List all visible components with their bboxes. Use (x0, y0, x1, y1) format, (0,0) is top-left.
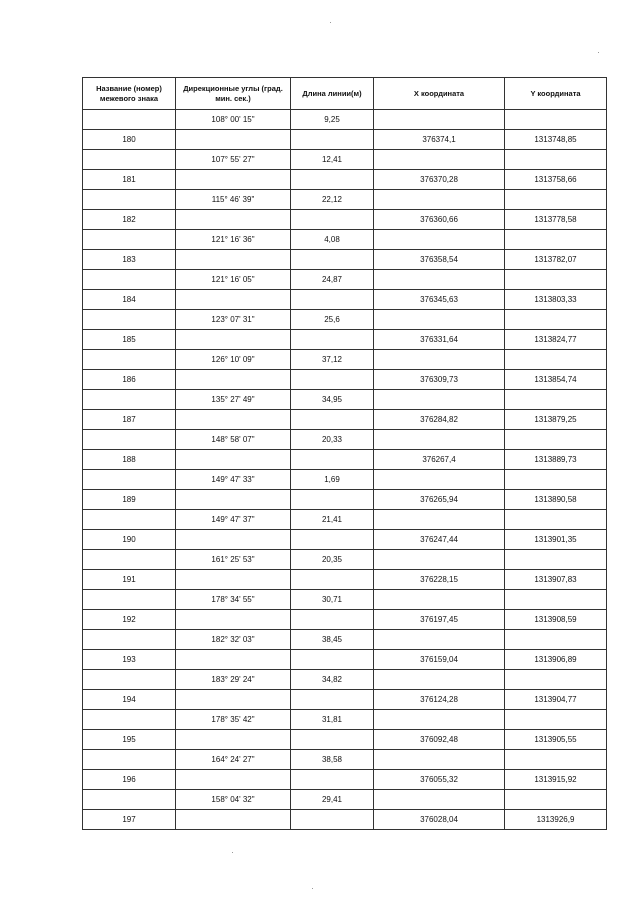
y-coordinate-cell: 1313907,83 (505, 570, 607, 590)
header-y: Y координата (505, 78, 607, 110)
segment-row (83, 150, 607, 170)
empty-cell (176, 210, 291, 230)
y-coordinate-cell: 1313901,35 (505, 530, 607, 550)
point-row (83, 570, 607, 590)
empty-cell (374, 150, 505, 170)
length-cell: 38,58 (291, 750, 374, 770)
empty-cell (505, 310, 607, 330)
x-coordinate-cell: 376267,4 (374, 450, 505, 470)
empty-cell (374, 790, 505, 810)
point-row (83, 690, 607, 710)
x-coordinate-cell: 376197,45 (374, 610, 505, 630)
angle-cell: 123° 07' 31" (176, 310, 291, 330)
segment-row (83, 390, 607, 410)
empty-cell (374, 670, 505, 690)
x-coordinate-cell: 376265,94 (374, 490, 505, 510)
empty-cell (291, 130, 374, 150)
empty-cell (505, 710, 607, 730)
x-coordinate-cell: 376247,44 (374, 530, 505, 550)
y-coordinate-cell: 1313890,58 (505, 490, 607, 510)
empty-cell (176, 330, 291, 350)
angle-cell: 108° 00' 15" (176, 110, 291, 130)
point-name-cell: 184 (83, 290, 176, 310)
y-coordinate-cell: 1313889,73 (505, 450, 607, 470)
length-cell: 20,35 (291, 550, 374, 570)
y-coordinate-cell: 1313854,74 (505, 370, 607, 390)
point-row (83, 450, 607, 470)
table-body (83, 110, 607, 830)
length-cell: 4,08 (291, 230, 374, 250)
x-coordinate-cell: 376092,48 (374, 730, 505, 750)
empty-cell (176, 730, 291, 750)
segment-row (83, 470, 607, 490)
x-coordinate-cell: 376345,63 (374, 290, 505, 310)
empty-cell (83, 350, 176, 370)
y-coordinate-cell: 1313824,77 (505, 330, 607, 350)
y-coordinate-cell: 1313803,33 (505, 290, 607, 310)
angle-cell: 126° 10' 09" (176, 350, 291, 370)
empty-cell (291, 250, 374, 270)
empty-cell (83, 630, 176, 650)
angle-cell: 158° 04' 32" (176, 790, 291, 810)
empty-cell (374, 630, 505, 650)
segment-row (83, 590, 607, 610)
y-coordinate-cell: 1313748,85 (505, 130, 607, 150)
segment-row (83, 750, 607, 770)
segment-row (83, 110, 607, 130)
empty-cell (83, 790, 176, 810)
y-coordinate-cell: 1313915,92 (505, 770, 607, 790)
segment-row (83, 310, 607, 330)
x-coordinate-cell: 376360,66 (374, 210, 505, 230)
point-name-cell: 196 (83, 770, 176, 790)
empty-cell (83, 190, 176, 210)
point-name-cell: 181 (83, 170, 176, 190)
angle-cell: 164° 24' 27" (176, 750, 291, 770)
empty-cell (505, 270, 607, 290)
point-name-cell: 187 (83, 410, 176, 430)
header-name: Название (номер) межевого знака (83, 78, 176, 110)
x-coordinate-cell: 376370,28 (374, 170, 505, 190)
length-cell: 25,6 (291, 310, 374, 330)
y-coordinate-cell: 1313778,58 (505, 210, 607, 230)
empty-cell (291, 170, 374, 190)
x-coordinate-cell: 376028,04 (374, 810, 505, 830)
empty-cell (291, 730, 374, 750)
x-coordinate-cell: 376159,04 (374, 650, 505, 670)
angle-cell: 121° 16' 36" (176, 230, 291, 250)
empty-cell (505, 230, 607, 250)
point-row (83, 490, 607, 510)
angle-cell: 149° 47' 37" (176, 510, 291, 530)
point-name-cell: 186 (83, 370, 176, 390)
point-row (83, 250, 607, 270)
point-row (83, 730, 607, 750)
x-coordinate-cell: 376228,15 (374, 570, 505, 590)
header-angle: Дирекционные углы (град. мин. сек.) (176, 78, 291, 110)
point-name-cell: 195 (83, 730, 176, 750)
length-cell: 24,87 (291, 270, 374, 290)
point-name-cell: 180 (83, 130, 176, 150)
empty-cell (83, 590, 176, 610)
empty-cell (374, 270, 505, 290)
angle-cell: 148° 58' 07" (176, 430, 291, 450)
empty-cell (505, 550, 607, 570)
empty-cell (83, 390, 176, 410)
empty-cell (505, 590, 607, 610)
empty-cell (83, 430, 176, 450)
empty-cell (291, 330, 374, 350)
empty-cell (505, 470, 607, 490)
empty-cell (374, 750, 505, 770)
empty-cell (176, 570, 291, 590)
y-coordinate-cell: 1313926,9 (505, 810, 607, 830)
x-coordinate-cell: 376374,1 (374, 130, 505, 150)
empty-cell (291, 650, 374, 670)
point-name-cell: 192 (83, 610, 176, 630)
empty-cell (291, 210, 374, 230)
empty-cell (291, 410, 374, 430)
empty-cell (291, 530, 374, 550)
length-cell: 34,82 (291, 670, 374, 690)
empty-cell (505, 670, 607, 690)
header-row (83, 78, 607, 110)
empty-cell (374, 710, 505, 730)
empty-cell (291, 690, 374, 710)
empty-cell (291, 610, 374, 630)
angle-cell: 107° 55' 27" (176, 150, 291, 170)
length-cell: 38,45 (291, 630, 374, 650)
angle-cell: 135° 27' 49" (176, 390, 291, 410)
x-coordinate-cell: 376284,82 (374, 410, 505, 430)
empty-cell (176, 810, 291, 830)
header-length: Длина линии(м) (291, 78, 374, 110)
empty-cell (505, 790, 607, 810)
x-coordinate-cell: 376055,32 (374, 770, 505, 790)
empty-cell (176, 250, 291, 270)
empty-cell (505, 390, 607, 410)
point-row (83, 330, 607, 350)
x-coordinate-cell: 376358,54 (374, 250, 505, 270)
point-name-cell: 182 (83, 210, 176, 230)
point-row (83, 610, 607, 630)
empty-cell (83, 750, 176, 770)
angle-cell: 149° 47' 33" (176, 470, 291, 490)
length-cell: 12,41 (291, 150, 374, 170)
empty-cell (374, 590, 505, 610)
boundary-coordinates-table (82, 77, 607, 830)
y-coordinate-cell: 1313905,55 (505, 730, 607, 750)
angle-cell: 178° 35' 42" (176, 710, 291, 730)
empty-cell (83, 670, 176, 690)
empty-cell (83, 270, 176, 290)
segment-row (83, 510, 607, 530)
point-name-cell: 193 (83, 650, 176, 670)
point-row (83, 530, 607, 550)
empty-cell (374, 230, 505, 250)
empty-cell (374, 190, 505, 210)
angle-cell: 178° 34' 55" (176, 590, 291, 610)
point-row (83, 130, 607, 150)
empty-cell (505, 430, 607, 450)
empty-cell (83, 310, 176, 330)
length-cell: 37,12 (291, 350, 374, 370)
empty-cell (374, 550, 505, 570)
point-row (83, 410, 607, 430)
empty-cell (505, 750, 607, 770)
segment-row (83, 350, 607, 370)
point-row (83, 290, 607, 310)
segment-row (83, 430, 607, 450)
scan-speck (598, 52, 599, 53)
empty-cell (176, 410, 291, 430)
length-cell: 30,71 (291, 590, 374, 610)
empty-cell (83, 470, 176, 490)
point-row (83, 810, 607, 830)
header-x: X координата (374, 78, 505, 110)
point-name-cell: 191 (83, 570, 176, 590)
length-cell: 29,41 (291, 790, 374, 810)
segment-row (83, 710, 607, 730)
length-cell: 1,69 (291, 470, 374, 490)
x-coordinate-cell: 376124,28 (374, 690, 505, 710)
length-cell: 34,95 (291, 390, 374, 410)
empty-cell (505, 350, 607, 370)
point-name-cell: 189 (83, 490, 176, 510)
empty-cell (83, 150, 176, 170)
empty-cell (176, 610, 291, 630)
segment-row (83, 630, 607, 650)
empty-cell (176, 650, 291, 670)
point-name-cell: 197 (83, 810, 176, 830)
empty-cell (505, 110, 607, 130)
point-name-cell: 188 (83, 450, 176, 470)
empty-cell (176, 170, 291, 190)
x-coordinate-cell: 376331,64 (374, 330, 505, 350)
empty-cell (176, 290, 291, 310)
length-cell: 31,81 (291, 710, 374, 730)
x-coordinate-cell: 376309,73 (374, 370, 505, 390)
point-name-cell: 185 (83, 330, 176, 350)
empty-cell (176, 770, 291, 790)
point-name-cell: 190 (83, 530, 176, 550)
empty-cell (83, 550, 176, 570)
empty-cell (291, 450, 374, 470)
segment-row (83, 670, 607, 690)
empty-cell (176, 530, 291, 550)
empty-cell (83, 230, 176, 250)
empty-cell (291, 570, 374, 590)
y-coordinate-cell: 1313758,66 (505, 170, 607, 190)
length-cell: 9,25 (291, 110, 374, 130)
empty-cell (176, 130, 291, 150)
angle-cell: 161° 25' 53" (176, 550, 291, 570)
empty-cell (374, 390, 505, 410)
y-coordinate-cell: 1313904,77 (505, 690, 607, 710)
empty-cell (176, 490, 291, 510)
point-name-cell: 194 (83, 690, 176, 710)
empty-cell (505, 510, 607, 530)
point-row (83, 370, 607, 390)
y-coordinate-cell: 1313879,25 (505, 410, 607, 430)
angle-cell: 121° 16' 05" (176, 270, 291, 290)
angle-cell: 115° 46' 39" (176, 190, 291, 210)
y-coordinate-cell: 1313906,89 (505, 650, 607, 670)
segment-row (83, 270, 607, 290)
empty-cell (83, 710, 176, 730)
empty-cell (374, 310, 505, 330)
empty-cell (374, 110, 505, 130)
segment-row (83, 230, 607, 250)
empty-cell (176, 450, 291, 470)
length-cell: 21,41 (291, 510, 374, 530)
scan-speck (232, 852, 233, 853)
scan-speck (330, 22, 331, 23)
empty-cell (505, 630, 607, 650)
empty-cell (374, 430, 505, 450)
point-row (83, 170, 607, 190)
empty-cell (176, 690, 291, 710)
point-name-cell: 183 (83, 250, 176, 270)
empty-cell (83, 510, 176, 530)
empty-cell (291, 770, 374, 790)
point-row (83, 210, 607, 230)
empty-cell (505, 150, 607, 170)
angle-cell: 182° 32' 03" (176, 630, 291, 650)
segment-row (83, 190, 607, 210)
empty-cell (83, 110, 176, 130)
angle-cell: 183° 29' 24" (176, 670, 291, 690)
empty-cell (374, 470, 505, 490)
length-cell: 20,33 (291, 430, 374, 450)
empty-cell (374, 350, 505, 370)
scan-speck (312, 888, 313, 889)
point-row (83, 650, 607, 670)
empty-cell (291, 370, 374, 390)
empty-cell (505, 190, 607, 210)
segment-row (83, 790, 607, 810)
point-row (83, 770, 607, 790)
empty-cell (374, 510, 505, 530)
empty-cell (291, 490, 374, 510)
empty-cell (291, 290, 374, 310)
empty-cell (291, 810, 374, 830)
y-coordinate-cell: 1313908,59 (505, 610, 607, 630)
empty-cell (176, 370, 291, 390)
length-cell: 22,12 (291, 190, 374, 210)
segment-row (83, 550, 607, 570)
y-coordinate-cell: 1313782,07 (505, 250, 607, 270)
